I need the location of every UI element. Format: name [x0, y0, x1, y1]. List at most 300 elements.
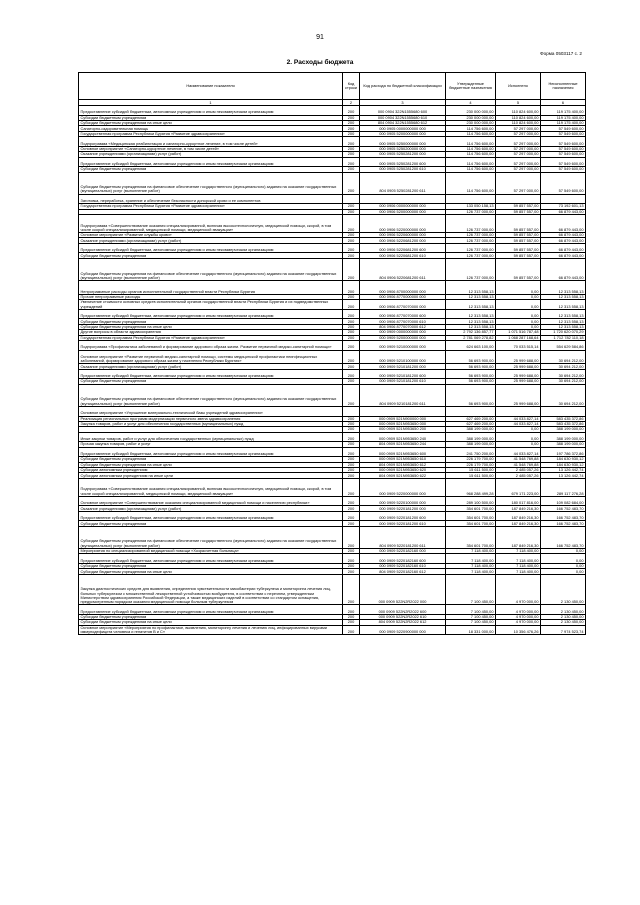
row-budget-code: 804 0909 521N953650 244: [360, 442, 446, 447]
row-budget-code: 000 0909 5220181200 600: [360, 511, 446, 521]
row-approved: 114 756 600,00: [446, 146, 496, 151]
row-name: Закупка товаров, работ и услуг для обеспечения государственных (муниципальных) нужд: [79, 421, 343, 426]
row-executed: 57 297 000,00: [496, 167, 541, 172]
row-line-code: 200: [343, 384, 360, 406]
row-name: Предоставление субсидий бюджетным, автономным учреждениям и иным некоммерческим организациям: [79, 511, 343, 521]
row-unexecuted: 166 752 483,70: [541, 521, 586, 526]
row-executed: 0,00: [496, 324, 541, 329]
row-name: Государственная программа Республики Бурятия «Развитие здравоохранения»: [79, 204, 343, 209]
row-line-code: 200: [343, 369, 360, 379]
row-name: Предоставление субсидий бюджетным, автономным учреждениям и иным некоммерческим организациям: [79, 369, 343, 379]
table-row: [79, 281, 586, 295]
row-executed: 679 171 223,00: [496, 478, 541, 496]
row-line-code: 200: [343, 300, 360, 310]
row-line-code: 200: [343, 319, 360, 324]
row-unexecuted: 30 694 212,00: [541, 364, 586, 369]
row-name: Субсидии бюджетным учреждениям на иные цели: [79, 324, 343, 329]
row-unexecuted: 119 175 400,00: [541, 115, 586, 120]
row-budget-code: 000 0909 5210181200 600: [360, 369, 446, 379]
table-row: [79, 369, 586, 379]
row-line-code: 200: [343, 324, 360, 329]
row-executed: 41 548 769,88: [496, 462, 541, 467]
row-approved: 230 000 000,00: [446, 106, 496, 116]
row-unexecuted: 0,00: [541, 569, 586, 574]
row-name: Предоставление субсидий бюджетным, автономным учреждениям и иным некоммерческим организациям: [79, 106, 343, 116]
row-executed: 59 857 557,00: [496, 253, 541, 258]
expenses-table: [78, 72, 586, 635]
row-name: Оказание учреждениями (организациями) услуг (работ): [79, 506, 343, 511]
row-approved: 12 313 558,13: [446, 324, 496, 329]
row-name: Основное мероприятие «Совершенствование оказания специализированной медицинской помощи и населению республики»: [79, 496, 343, 506]
row-executed: 57 297 000,00: [496, 152, 541, 157]
table-row: [79, 478, 586, 496]
row-name: Предоставление субсидий бюджетным, автономным учреждениям и иным некоммерческим организациям: [79, 157, 343, 167]
row-approved: 12 313 558,13: [446, 319, 496, 324]
row-budget-code: 000 0909 5220181200 610: [360, 521, 446, 526]
row-unexecuted: 66 879 443,00: [541, 238, 586, 243]
row-unexecuted: 57 549 600,00: [541, 131, 586, 136]
table-body: [79, 106, 586, 635]
row-executed: 57 297 000,00: [496, 146, 541, 151]
row-budget-code: 804 0906 5220681200 611: [360, 258, 446, 280]
row-executed: 59 857 557,00: [496, 204, 541, 209]
row-budget-code: 000 0909 5210181200 610: [360, 379, 446, 384]
table-row: [79, 258, 586, 280]
table-row: [79, 432, 586, 442]
row-approved: 56 693 900,00: [446, 350, 496, 364]
column-number: 4: [446, 100, 496, 106]
row-unexecuted: 388 199 000,00: [541, 427, 586, 432]
row-budget-code: 804 0909 5220182160 612: [360, 569, 446, 574]
row-line-code: 200: [343, 432, 360, 442]
row-name: Прочая закупка товаров, работ и услуг: [79, 442, 343, 447]
row-executed: 110 824 600,00: [496, 120, 541, 125]
table-row: [79, 447, 586, 457]
table-row: [79, 406, 586, 416]
row-budget-code: 000 0904 322N1555680 600: [360, 106, 446, 116]
row-approved: 7 118 400,00: [446, 548, 496, 553]
row-budget-code: 000 0909 522N2R2022 610: [360, 614, 446, 619]
row-line-code: 200: [343, 209, 360, 214]
row-executed: 41 548 769,88: [496, 457, 541, 462]
row-approved: 226 179 700,00: [446, 462, 496, 467]
row-name: Заготовка, переработка, хранение и обеспечение безопасности донорской крови и ее компонентов: [79, 194, 343, 204]
row-name: Основное мероприятие «Санаторно-курортное лечение, в том числе детей»: [79, 146, 343, 151]
row-budget-code: 000 0905 5250000000 000: [360, 137, 446, 147]
row-name: Основное мероприятие «Улучшение материально-технической базы учреждений здравоохранения»: [79, 406, 343, 416]
header-budget-code: Код расхода по бюджетной классификации: [360, 73, 446, 100]
row-approved: 7 118 400,00: [446, 569, 496, 574]
row-unexecuted: 73 192 601,13: [541, 204, 586, 209]
row-executed: 25 999 688,00: [496, 379, 541, 384]
row-unexecuted: 12 313 558,13: [541, 319, 586, 324]
row-executed: 187 849 216,30: [496, 511, 541, 521]
row-name: Субсидии бюджетным учреждениям на финансовое обеспечение государственного (муниципального) задания на оказание государственных (муниципальных) услуг (выполнение работ): [79, 384, 343, 406]
row-line-code: 200: [343, 379, 360, 384]
row-budget-code: 000 0906 5220600000 000: [360, 233, 446, 238]
row-unexecuted: 12 313 558,13: [541, 294, 586, 299]
row-approved: 12 313 558,13: [446, 294, 496, 299]
row-approved: 354 601 700,00: [446, 511, 496, 521]
row-unexecuted: 12 313 558,13: [541, 324, 586, 329]
row-approved: 968 288 499,28: [446, 478, 496, 496]
column-number: 5: [496, 100, 541, 106]
row-unexecuted: 66 879 443,00: [541, 209, 586, 214]
row-line-code: 200: [343, 620, 360, 625]
row-line-code: 200: [343, 120, 360, 125]
header-name: Наименование показателя: [79, 73, 343, 100]
row-name: Закупка диагностических средств для выявления, определения чувствительности микобактерии туберкулеза и мониторинга лечения лиц, больных туберкулезом с множественной лекарственной устойчивостью возбудителя, в соответствии с перечнем, утвержденным Министерством здравоохранения Российской Федерации, а также медицинских изделий в соответствии со стандартом оснащения, предусмотренным порядком оказания медицинской помощи больным туберкулезом: [79, 574, 343, 605]
row-budget-code: 000 0906 8770000000 000: [360, 294, 446, 299]
row-unexecuted: 289 117 276,28: [541, 478, 586, 496]
row-executed: 25 999 688,00: [496, 384, 541, 406]
row-approved: 126 737 000,00: [446, 258, 496, 280]
row-approved: 7 100 450,00: [446, 620, 496, 625]
row-approved: 7 100 450,00: [446, 614, 496, 619]
row-line-code: 200: [343, 554, 360, 564]
row-budget-code: 000 0905 5250281200 610: [360, 167, 446, 172]
row-name: Государственная программа Республики Бурятия «Развитие здравоохранения»: [79, 335, 343, 340]
row-approved: 126 737 000,00: [446, 243, 496, 253]
row-executed: 44 033 827,14: [496, 416, 541, 421]
row-executed: 1 071 516 787,48: [496, 330, 541, 335]
row-line-code: 200: [343, 281, 360, 295]
row-budget-code: 804 0909 521N953650 622: [360, 473, 446, 478]
row-executed: [496, 194, 541, 204]
row-line-code: 200: [343, 309, 360, 319]
row-executed: 57 297 000,00: [496, 172, 541, 194]
row-unexecuted: 57 549 600,00: [541, 152, 586, 157]
row-budget-code: 000 0909 5200000000 000: [360, 335, 446, 340]
row-approved: [446, 194, 496, 204]
row-unexecuted: 13 126 442,74: [541, 473, 586, 478]
row-budget-code: 000 0909 521N900000 000: [360, 416, 446, 421]
header-row: [79, 73, 586, 100]
table-row: [79, 300, 586, 310]
row-line-code: [343, 406, 360, 416]
header-unexecuted: Неисполненные назначения: [541, 73, 586, 100]
row-executed: 110 824 600,00: [496, 115, 541, 120]
table-row: [79, 574, 586, 605]
row-budget-code: 000 0909 5210100000 000: [360, 350, 446, 364]
row-budget-code: 000 0909 0000000000 000: [360, 330, 446, 335]
row-name: Непрограммные расходы органов исполнительной государственной власти Республики Бурятия: [79, 281, 343, 295]
table-row: [79, 137, 586, 147]
row-name: Подпрограмма «Совершенствование оказания специализированной, включая высокотехнологичную, медицинской помощи, скорой, в том числе скорой специализированной, медицинской помощи, медицинской эвакуации»: [79, 478, 343, 496]
row-executed: 59 857 557,00: [496, 209, 541, 214]
row-name: Основное мероприятие «Развитие службы крови»: [79, 233, 343, 238]
row-executed: 59 857 557,00: [496, 258, 541, 280]
row-unexecuted: 30 694 212,00: [541, 379, 586, 384]
row-line-code: 200: [343, 427, 360, 432]
row-executed: 7 118 400,00: [496, 548, 541, 553]
row-executed: 10 356 476,26: [496, 625, 541, 635]
row-name: Субсидии бюджетным учреждениям на финансовое обеспечение государственного (муниципального) задания на оказание государственных (муниципальных) услуг (выполнение работ): [79, 526, 343, 548]
row-line-code: 200: [343, 506, 360, 511]
row-approved: 289 100 500,00: [446, 496, 496, 506]
row-executed: 59 857 557,00: [496, 243, 541, 253]
row-name: Предоставление субсидий бюджетным, автономным учреждениям и иным некоммерческим организациям: [79, 243, 343, 253]
row-unexecuted: 66 879 443,00: [541, 258, 586, 280]
row-budget-code: 000 0909 5210000000 000: [360, 340, 446, 350]
row-unexecuted: 57 549 600,00: [541, 137, 586, 147]
row-unexecuted: 166 752 483,70: [541, 511, 586, 521]
row-unexecuted: 7 974 523,74: [541, 625, 586, 635]
row-budget-code: 000 0909 521N953650 600: [360, 447, 446, 457]
row-budget-code: 000 0906 0000000000 000: [360, 204, 446, 209]
row-unexecuted: 0,00: [541, 563, 586, 568]
row-executed: 0,00: [496, 442, 541, 447]
row-line-code: 200: [343, 614, 360, 619]
row-unexecuted: 66 879 443,00: [541, 215, 586, 233]
row-line-code: 200: [343, 457, 360, 462]
row-budget-code: 000 0906 5220681200 000: [360, 238, 446, 243]
row-approved: 18 331 000,00: [446, 625, 496, 635]
row-unexecuted: 388 199 000,00: [541, 432, 586, 442]
row-approved: 354 601 700,00: [446, 521, 496, 526]
row-line-code: 200: [343, 442, 360, 447]
row-line-code: 200: [343, 157, 360, 167]
row-budget-code: 000 0905 5250200000 000: [360, 146, 446, 151]
row-name: Субсидии автономным учреждениям: [79, 468, 343, 473]
row-executed: 0,00: [496, 319, 541, 324]
row-line-code: 200: [343, 137, 360, 147]
row-executed: 4 970 000,00: [496, 620, 541, 625]
row-executed: 59 857 557,00: [496, 233, 541, 238]
row-unexecuted: 2 130 450,00: [541, 605, 586, 615]
row-line-code: 200: [343, 126, 360, 131]
row-executed: 70 033 515,14: [496, 340, 541, 350]
row-approved: 126 737 000,00: [446, 238, 496, 243]
row-name: Субсидии бюджетным учреждениям: [79, 563, 343, 568]
row-unexecuted: 12 313 558,13: [541, 300, 586, 310]
row-budget-code: 000 0909 5220181200 000: [360, 506, 446, 511]
row-unexecuted: 57 549 600,00: [541, 172, 586, 194]
row-line-code: 200: [343, 473, 360, 478]
column-number: 6: [541, 100, 586, 106]
row-budget-code: 000 0909 5220100000 000: [360, 496, 446, 506]
row-name: Другие вопросы в области здравоохранения: [79, 330, 343, 335]
row-name: Прочие непрограммные расходы: [79, 294, 343, 299]
row-executed: 4 970 000,00: [496, 614, 541, 619]
row-name: Субсидии бюджетным учреждениям: [79, 379, 343, 384]
row-name: Предоставление субсидий бюджетным, автономным учреждениям и иным некоммерческим организациям: [79, 447, 343, 457]
row-executed: 0,00: [496, 300, 541, 310]
row-approved: 7 118 400,00: [446, 563, 496, 568]
row-budget-code: 000 0905 5250281200 600: [360, 157, 446, 167]
row-name: Основное мероприятие «Развитие первичной медико-санитарной помощи, системы медицинской профилактики неинфекционных заболеваний, формирование здорового образа жизни у населения Республики Бурятия»: [79, 350, 343, 364]
header-executed: Исполнено: [496, 73, 541, 100]
row-executed: 4 970 000,00: [496, 605, 541, 615]
row-budget-code: 000 0909 521N953650 000: [360, 421, 446, 426]
row-approved: 114 756 600,00: [446, 126, 496, 131]
row-budget-code: 000 0909 5220182160 610: [360, 563, 446, 568]
row-executed: 187 849 216,30: [496, 506, 541, 511]
row-executed: 2 485 057,26: [496, 473, 541, 478]
table-row: [79, 106, 586, 116]
row-approved: 56 693 900,00: [446, 364, 496, 369]
row-unexecuted: 57 549 600,00: [541, 167, 586, 172]
row-line-code: 200: [343, 625, 360, 635]
row-name: Оказание учреждениями (организациями) услуг (работ): [79, 364, 343, 369]
row-executed: 57 297 000,00: [496, 126, 541, 131]
row-approved: 388 199 000,00: [446, 427, 496, 432]
row-unexecuted: 197 786 372,86: [541, 447, 586, 457]
row-unexecuted: 0,00: [541, 548, 586, 553]
row-approved: 114 756 600,00: [446, 152, 496, 157]
row-executed: 25 999 688,00: [496, 364, 541, 369]
row-budget-code: 000 0906 5200000000 000: [360, 209, 446, 214]
row-approved: 230 000 000,00: [446, 115, 496, 120]
row-line-code: 200: [343, 526, 360, 548]
row-line-code: 200: [343, 468, 360, 473]
row-line-code: 200: [343, 243, 360, 253]
table-row: [79, 496, 586, 506]
row-executed: 59 857 557,00: [496, 238, 541, 243]
row-unexecuted: 66 879 443,00: [541, 243, 586, 253]
row-approved: 12 313 558,13: [446, 281, 496, 295]
row-approved: 241 750 200,00: [446, 447, 496, 457]
row-budget-code: 000 0909 5210181200 000: [360, 364, 446, 369]
row-budget-code: 000 0909 5220182160 600: [360, 554, 446, 564]
row-line-code: 200: [343, 115, 360, 120]
row-line-code: 200: [343, 416, 360, 421]
row-name: Оказание учреждениями (организациями) услуг (работ): [79, 152, 343, 157]
row-line-code: 200: [343, 167, 360, 172]
row-name: Предоставление субсидий бюджетным, автономным учреждениям и иным некоммерческим организациям: [79, 309, 343, 319]
row-approved: 126 737 000,00: [446, 215, 496, 233]
row-executed: [496, 406, 541, 416]
row-approved: 15 611 500,00: [446, 473, 496, 478]
row-line-code: 200: [343, 605, 360, 615]
row-line-code: 200: [343, 152, 360, 157]
row-executed: 44 033 827,14: [496, 447, 541, 457]
row-line-code: 200: [343, 258, 360, 280]
row-line-code: 200: [343, 238, 360, 243]
row-unexecuted: 119 175 400,00: [541, 120, 586, 125]
row-line-code: [343, 194, 360, 204]
row-unexecuted: 30 694 212,00: [541, 350, 586, 364]
row-line-code: 200: [343, 172, 360, 194]
row-budget-code: 000 0909 5220900000 000: [360, 625, 446, 635]
row-name: Субсидии бюджетным учреждениям: [79, 167, 343, 172]
row-executed: 57 297 000,00: [496, 137, 541, 147]
column-number: 3: [360, 100, 446, 106]
row-name: Мероприятия по специализированной медицинской помощи «Хозрасчетная больница»: [79, 548, 343, 553]
row-budget-code: 000 0905 5250281200 000: [360, 152, 446, 157]
row-name: Реализация региональных программ модернизации первичного звена здравоохранения: [79, 416, 343, 421]
row-approved: 7 118 400,00: [446, 554, 496, 564]
row-approved: 114 756 600,00: [446, 157, 496, 167]
row-budget-code: 000 0909 521N953650 240: [360, 432, 446, 442]
row-line-code: 200: [343, 574, 360, 605]
table-row: [79, 194, 586, 204]
row-budget-code: 804 0905 5250281200 611: [360, 172, 446, 194]
table-row: [79, 157, 586, 167]
row-line-code: 200: [343, 511, 360, 521]
row-name: Увеличение стоимости основных средств исполнительной органов государственной власти Республики Бурятия и их подведомственных учреждений: [79, 300, 343, 310]
table-row: [79, 215, 586, 233]
row-name: Субсидии бюджетным учреждениям на финансовое обеспечение государственного (муниципального) задания на оказание государственных (муниципальных) услуг (выполнение работ): [79, 172, 343, 194]
row-approved: 114 756 600,00: [446, 131, 496, 136]
row-budget-code: 000 0909 522N2R2022 600: [360, 605, 446, 615]
header-approved: Утвержденные бюджетные назначения: [446, 73, 496, 100]
row-budget-code: 804 0909 5220181200 611: [360, 526, 446, 548]
row-approved: 2 792 136 857,77: [446, 330, 496, 335]
row-unexecuted: 57 549 600,00: [541, 157, 586, 167]
table-row: [79, 350, 586, 364]
row-executed: 57 297 000,00: [496, 131, 541, 136]
row-line-code: 200: [343, 447, 360, 457]
row-executed: 0,00: [496, 294, 541, 299]
row-name: Подпрограмма «Совершенствование оказания специализированной, включая высокотехнологичную, медицинской помощи, скорой, в том числе скорой специализированной, медицинской помощи, медицинской эвакуации»: [79, 215, 343, 233]
row-approved: 56 693 900,00: [446, 369, 496, 379]
row-executed: 187 849 216,30: [496, 521, 541, 526]
row-line-code: 200: [343, 569, 360, 574]
row-line-code: 200: [343, 131, 360, 136]
row-line-code: 200: [343, 563, 360, 568]
row-unexecuted: 184 630 930,12: [541, 462, 586, 467]
row-unexecuted: 583 435 372,86: [541, 416, 586, 421]
row-name: Субсидии бюджетным учреждениям на иные цели: [79, 620, 343, 625]
row-budget-code: 804 0906 8770070000 612: [360, 324, 446, 329]
row-budget-code: 000 0906 8700000000 000: [360, 281, 446, 295]
row-executed: 25 999 688,00: [496, 369, 541, 379]
row-unexecuted: 57 549 600,00: [541, 146, 586, 151]
row-line-code: 200: [343, 253, 360, 258]
row-name: Предоставление субсидий бюджетным, автономным учреждениям и иным некоммерческим организациям: [79, 605, 343, 615]
row-unexecuted: [541, 194, 586, 204]
row-approved: 12 313 558,13: [446, 309, 496, 319]
row-name: Субсидии бюджетным учреждениям на иные цели: [79, 120, 343, 125]
row-unexecuted: 184 630 930,12: [541, 457, 586, 462]
row-unexecuted: 109 082 684,00: [541, 496, 586, 506]
row-name: Субсидии бюджетным учреждениям: [79, 253, 343, 258]
column-number: 2: [343, 100, 360, 106]
row-budget-code: 000 0909 5220000000 000: [360, 478, 446, 496]
row-budget-code: 804 0909 522N2R2022 612: [360, 620, 446, 625]
row-executed: 2 485 057,26: [496, 468, 541, 473]
row-unexecuted: 166 752 483,70: [541, 526, 586, 548]
row-name: Субсидии бюджетным учреждениям: [79, 457, 343, 462]
row-name: Субсидии бюджетным учреждениям на финансовое обеспечение государственного (муниципального) задания на оказание государственных (муниципальных) услуг (выполнение работ): [79, 258, 343, 280]
row-unexecuted: 0,00: [541, 554, 586, 564]
row-approved: [446, 406, 496, 416]
row-name: Субсидии бюджетным учреждениям: [79, 115, 343, 120]
row-budget-code: 000 0906 8770070000 000: [360, 300, 446, 310]
row-budget-code: 000 0906 5220000000 000: [360, 215, 446, 233]
row-budget-code: 000 0909 521N953650 200: [360, 427, 446, 432]
form-code: Форма 0503117 с. 2: [540, 51, 582, 56]
row-budget-code: 804 0904 322N1555680 612: [360, 120, 446, 125]
row-unexecuted: 1 712 782 110,18: [541, 335, 586, 340]
row-executed: 180 017 816,00: [496, 496, 541, 506]
row-unexecuted: 554 629 584,86: [541, 340, 586, 350]
row-line-code: 200: [343, 478, 360, 496]
table-row: [79, 309, 586, 319]
row-approved: 7 100 450,00: [446, 574, 496, 605]
row-approved: 126 737 000,00: [446, 233, 496, 238]
row-line-code: 200: [343, 421, 360, 426]
row-line-code: 200: [343, 521, 360, 526]
row-executed: 187 849 216,30: [496, 526, 541, 548]
row-executed: 0,00: [496, 281, 541, 295]
row-name: Санаторно-оздоровительная помощь: [79, 126, 343, 131]
row-executed: 7 118 400,00: [496, 554, 541, 564]
row-name: Подпрограмма «Профилактика заболеваний и формирование здорового образа жизни. Развитие первичной медико-санитарной помощи»: [79, 340, 343, 350]
row-unexecuted: 30 694 212,00: [541, 384, 586, 406]
row-budget-code: [360, 406, 446, 416]
